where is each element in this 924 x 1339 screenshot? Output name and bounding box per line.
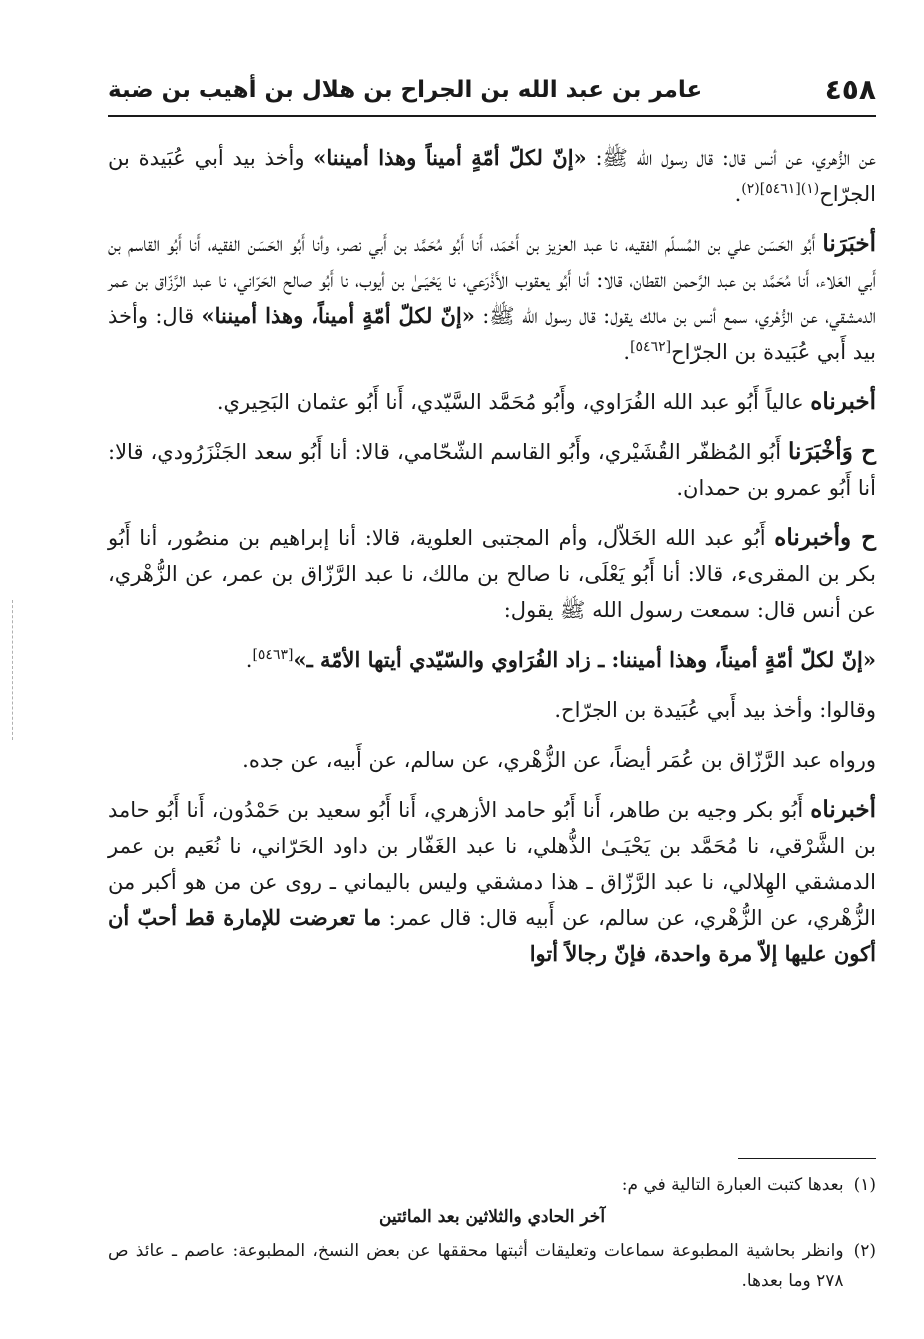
paragraph-8 [108, 742, 876, 778]
paragraph-end: . [623, 340, 631, 364]
footnote-centered-line: آخر الحادي والثلاثين بعد المائتين [378, 1207, 606, 1227]
footnote-rule [738, 1158, 876, 1159]
main-text [108, 140, 876, 986]
footnote-number: (١) [853, 1175, 876, 1195]
footnote-1 [108, 1170, 876, 1200]
footnote-text: وانظر بحاشية المطبوعة سماعات وتعليقات أثبتها محققها عن بعض النسخ، المطبوعة: عاصم ـ عائذ ص ٢٧٨ وما بعدها. [108, 1241, 844, 1291]
paragraph-end: . [734, 182, 742, 206]
footnote-2 [108, 1236, 876, 1296]
paragraph-text: قال: وأخذ بيد أَبي عُبَيدة بن الجرّاح [108, 304, 876, 364]
binding-edge-mark [12, 600, 13, 740]
paragraph-text: أَبُو الحَسَن علي بن المُسلّم الفقيه، نا عبد العزيز بن أَحْمَد، أَنا أَبُو مُحَمَّد بن أَبي نصر، وأنا أَبُو الحَسَن الفقيه، أَنا أَبُو القاسم بن أَبي العَلاء، أَنا مُحَمَّد بن عبد الرَّحمن القطان، قالا: أنا أَبُو يعقوب الأَذْرَعي، نا يَحْيَـىٰ بن أيوب، نا أَبُو صالح الحَرّاني، نا عبد الرَّزّاق بن عمر الدمشقي، عن الزُّهْري، سمع أنس بن مالك يقول: قال رسول الله ﷺ: [108, 232, 876, 328]
paragraph-3 [108, 384, 876, 420]
footnotes [108, 1170, 876, 1296]
paragraph-text: عالياً أَبُو عبد الله الفُرَاوي، وأَبُو مُحَمَّد السَّيّدي، أَنا أَبُو عثمان البَحِيري. [216, 390, 811, 414]
paragraph-text: وأخذ بيد أبي عُبَيدة بن الجرّاح [108, 146, 876, 206]
hadith-quote: «إنّ لكلّ أمّةٍ أميناً، وهذا أميننا: ـ زاد الفُرَاوي والسّيّدي أيتها الأمّة ـ» [293, 647, 876, 672]
paragraph-text: وقالوا: وأخذ بيد أَبي عُبَيدة بن الجرّاح. [554, 698, 876, 722]
paragraph-end: . [245, 648, 253, 672]
hadith-number: [٥٤٦٣] [252, 647, 294, 663]
tahwil-marker: ح [851, 524, 876, 551]
paragraph-text: عن الزُّهري، عن أنس قال: قال رسول الله ﷺ: [586, 146, 876, 170]
lead-word: وأخبرناه [774, 524, 852, 551]
running-header [108, 64, 876, 110]
hadith-quote: «إنّ لكلّ أمّةٍ أميناً، وهذا أميننا» [201, 303, 475, 328]
paragraph-6 [108, 642, 876, 678]
footnote-number: (٢) [853, 1241, 876, 1261]
paragraph-4 [108, 434, 876, 506]
lead-word: أخبَرَنا [822, 230, 876, 257]
lead-word: أخبرناه [810, 388, 876, 415]
header-rule [108, 115, 876, 117]
page-number: ٤٥٨ [824, 73, 876, 106]
paragraph-7 [108, 692, 876, 728]
paragraph-text: ورواه عبد الرَّزّاق بن عُمَر أيضاً، عن الزُّهْري، عن سالم، عن أَبيه، عن جده. [242, 748, 876, 772]
paragraph-1 [108, 140, 876, 212]
running-title: عامر بن عبد الله بن الجراح بن هلال بن أهيب بن ضبة [108, 77, 703, 103]
quoted-speech: ما تعرضت للإمارة قط أحبّ أن أكون عليها إلاّ مرة واحدة، فإنّ رجالاً أتوا [108, 905, 876, 966]
paragraph-text: أَبُو بكر وجيه بن طاهر، أَنا أَبُو حامد الأزهري، أَنا أَبُو سعيد بن حَمْدُون، أَنا أَبُو حامد بن الشَّرْقي، نا مُحَمَّد بن يَحْيَـىٰ الذُّهلي، نا عبد الغَفّار بن داود الحَرّاني، نا نُعَيم بن عمر الدمشقي الهِلالي، نا عبد الرَّزّاق ـ هذا دمشقي وليس باليماني ـ روى عن من هو أكبر من الزُّهْري، عن الزُّهْري، عن سالم، عن أَبيه قال: قال عمر: [108, 798, 876, 930]
paragraph-text: أَبُو عبد الله الخَلاّل، وأم المجتبى العلوية، قالا: أنا إبراهيم بن منصُور، أنا أَبُو بكر بن المقرىء، قالا: أنا أَبُو يَعْلَى، نا صالح بن مالك، نا عبد الرَّزّاق بن عمر، عن الزُّهْري، عن أنس قال: سمعت رسول الله ﷺ يقول: [108, 526, 876, 622]
paragraph-text: أَبُو المُظفّر القُشَيْري، وأَبُو القاسم الشّحّامي، قالا: أنا أَبُو سعد الجَنْزَرُودي، قالا: أنا أَبُو عمرو بن حمدان. [108, 440, 876, 500]
footnote-reference: (١)[٥٤٦١](٢) [741, 181, 820, 197]
hadith-quote: «إنّ لكلّ أمّةٍ أميناً وهذا أميننا» [313, 145, 587, 170]
paragraph-5 [108, 520, 876, 628]
lead-word: أخبرناه [810, 796, 876, 823]
hadith-number: [٥٤٦٢] [630, 339, 672, 355]
footnote-text: بعدها كتبت العبارة التالية في م: [621, 1175, 844, 1195]
tahwil-marker: ح [852, 438, 877, 465]
paragraph-2 [108, 226, 876, 370]
lead-word: وَأخْبَرَنا [788, 438, 853, 465]
paragraph-9 [108, 792, 876, 972]
